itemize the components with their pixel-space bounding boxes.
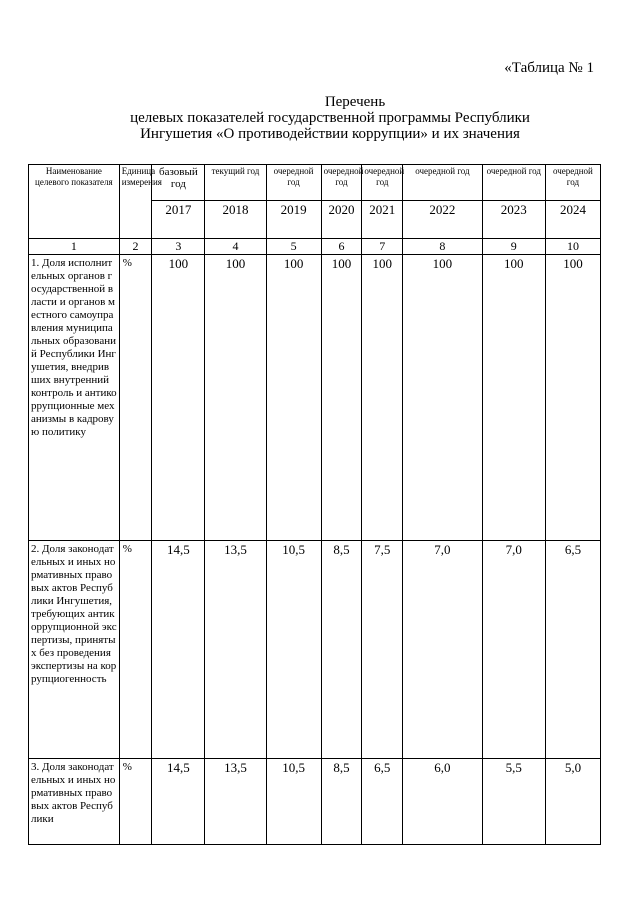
header-col-9: очередной год: [482, 165, 545, 201]
indicator-name: 2. Доля законодательных и иных нормативных правовых актов Республики Ингушетия, требующих антикоррупционной экспертизы, принятых без проведения экспертизы на коррупциогенность: [29, 541, 120, 759]
heading-line-2: целевых показателей государственной программы Республики: [130, 110, 530, 126]
header-col-6: очередной год: [321, 165, 362, 201]
table-heading: [100, 94, 560, 142]
table-row: [29, 759, 601, 845]
value-cell: 8,5: [321, 541, 362, 759]
year-cell: 2023: [482, 201, 545, 239]
value-cell: 100: [362, 255, 403, 541]
header-name: Наименование целевого показателя: [29, 165, 120, 239]
value-cell: 5,5: [482, 759, 545, 845]
column-number: 5: [266, 239, 321, 255]
header-col-8: очередной год: [403, 165, 483, 201]
column-number-row: [29, 239, 601, 255]
table-row: [29, 541, 601, 759]
year-cell: 2019: [266, 201, 321, 239]
header-col-4: текущий год: [205, 165, 266, 201]
indicator-name: 1. Доля исполнительных органов государственной власти и органов местного самоуправления муниципальных образований Республики Ингушетия, внедривших внутренний контроль и антикоррупционные механизмы в кадровую политику: [29, 255, 120, 541]
header-unit: Единица измерения: [119, 165, 152, 239]
value-cell: 6,0: [403, 759, 483, 845]
value-cell: 6,5: [545, 541, 600, 759]
header-col-7: очередной год: [362, 165, 403, 201]
value-cell: 7,5: [362, 541, 403, 759]
year-cell: 2018: [205, 201, 266, 239]
indicator-unit: %: [119, 759, 152, 845]
column-number: 2: [119, 239, 152, 255]
value-cell: 10,5: [266, 759, 321, 845]
table-row: [29, 255, 601, 541]
year-cell: 2022: [403, 201, 483, 239]
value-cell: 14,5: [152, 759, 205, 845]
column-number: 8: [403, 239, 483, 255]
value-cell: 13,5: [205, 759, 266, 845]
year-cell: 2020: [321, 201, 362, 239]
column-number: 10: [545, 239, 600, 255]
heading-line-3: Ингушетия «О противодействии коррупции» и их значения: [140, 126, 520, 142]
targets-table: [28, 164, 601, 845]
value-cell: 7,0: [403, 541, 483, 759]
header-col-3: базовый год: [152, 165, 205, 201]
indicator-unit: %: [119, 541, 152, 759]
column-number: 4: [205, 239, 266, 255]
indicator-unit: %: [119, 255, 152, 541]
column-number: 7: [362, 239, 403, 255]
year-cell: 2021: [362, 201, 403, 239]
value-cell: 100: [266, 255, 321, 541]
value-cell: 100: [205, 255, 266, 541]
heading-line-1: Перечень: [324, 94, 386, 110]
value-cell: 14,5: [152, 541, 205, 759]
value-cell: 100: [545, 255, 600, 541]
header-row: [29, 165, 601, 201]
value-cell: 100: [152, 255, 205, 541]
column-number: 6: [321, 239, 362, 255]
column-number: 9: [482, 239, 545, 255]
header-col-10: очередной год: [545, 165, 600, 201]
column-number: 1: [29, 239, 120, 255]
year-cell: 2024: [545, 201, 600, 239]
value-cell: 10,5: [266, 541, 321, 759]
value-cell: 8,5: [321, 759, 362, 845]
header-col-5: очередной год: [266, 165, 321, 201]
value-cell: 13,5: [205, 541, 266, 759]
value-cell: 6,5: [362, 759, 403, 845]
year-cell: 2017: [152, 201, 205, 239]
value-cell: 100: [403, 255, 483, 541]
indicator-name: 3. Доля законодательных и иных нормативных правовых актов Республики: [29, 759, 120, 845]
value-cell: 5,0: [545, 759, 600, 845]
value-cell: 7,0: [482, 541, 545, 759]
value-cell: 100: [482, 255, 545, 541]
table-number-label: «Таблица № 1: [504, 60, 594, 76]
column-number: 3: [152, 239, 205, 255]
value-cell: 100: [321, 255, 362, 541]
